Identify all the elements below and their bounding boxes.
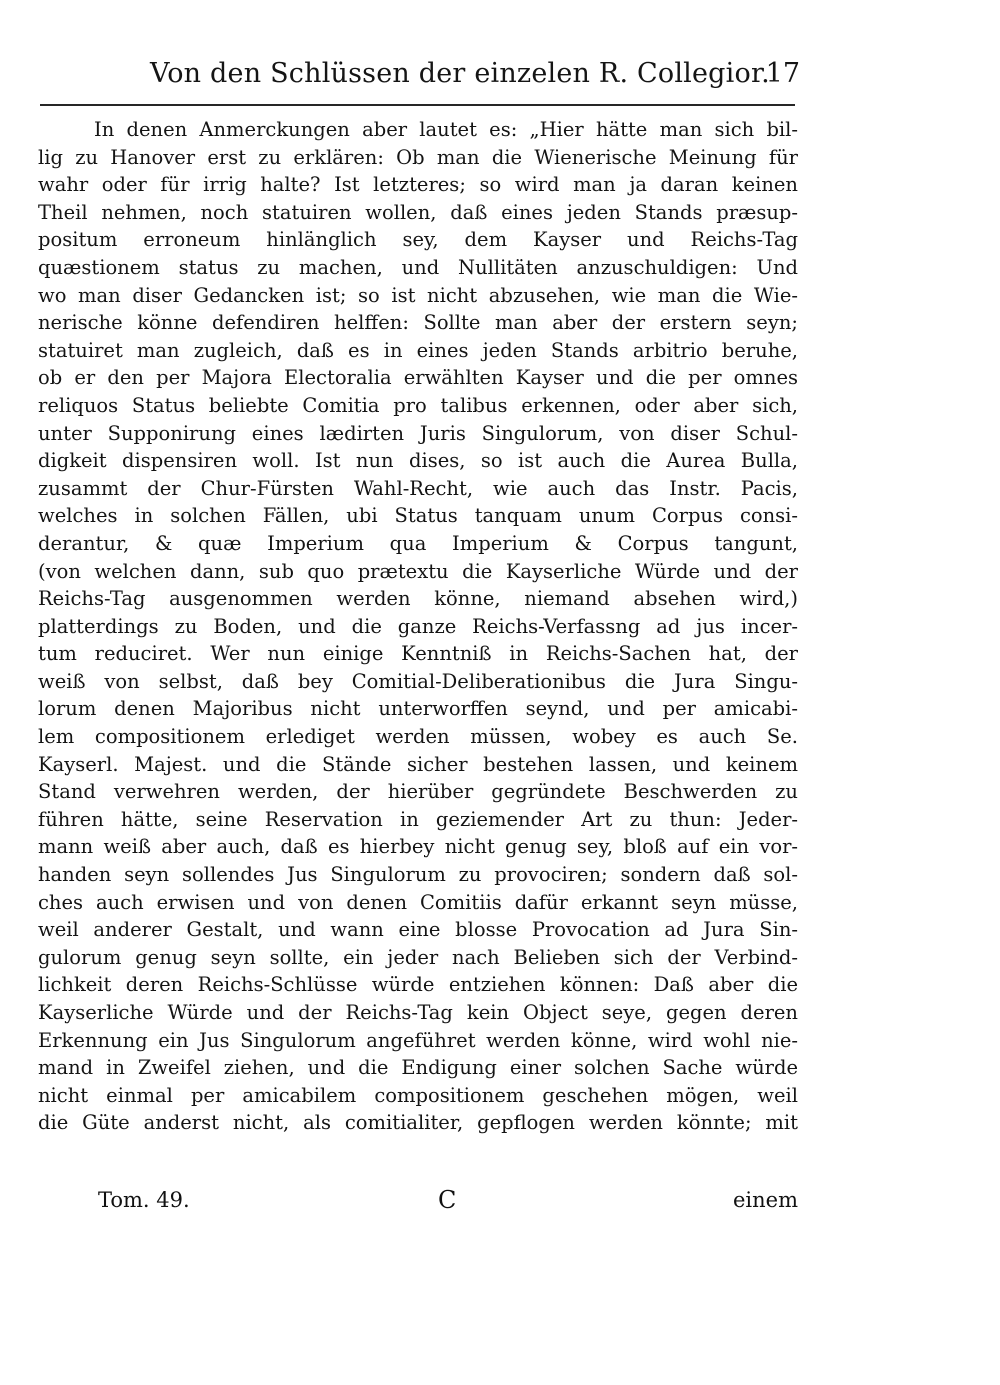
volume-marker: Tom. 49. bbox=[98, 1188, 190, 1212]
text-line: ches auch erwisen und von denen Comitiis dafür erkannt seyn müsse, bbox=[38, 890, 798, 914]
text-line: ob er den per Majora Electoralia erwählten Kayser und die per omnes bbox=[38, 366, 798, 390]
text-line: Erkennung ein Jus Singulorum angeführet werden könne, wird wohl nie- bbox=[38, 1028, 798, 1052]
page-number: 17 bbox=[765, 58, 800, 89]
text-line: digkeit dispensiren woll. Ist nun dises, so ist auch die Aurea Bulla, bbox=[38, 449, 798, 473]
text-line: platterdings zu Boden, und die ganze Reichs-Verfassng ad jus incer- bbox=[38, 614, 798, 638]
text-line: zusammt der Chur-Fürsten Wahl-Recht, wie auch das Instr. Pacis, bbox=[38, 476, 798, 500]
text-line: die Güte anderst nicht, als comitialiter, gepflogen werden könnte; mit bbox=[38, 1111, 798, 1135]
signature-mark: C bbox=[438, 1186, 457, 1214]
text-line: Reichs-Tag ausgenommen werden könne, niemand absehen wird,) bbox=[38, 587, 798, 611]
text-line: In denen Anmerckungen aber lautet es: „Hier hätte man sich bil- bbox=[94, 118, 798, 141]
text-line: Stand verwehren werden, der hierüber gegründete Beschwerden zu bbox=[38, 780, 798, 804]
text-line: mann weiß aber auch, daß es hierbey nicht genug sey, bloß auf ein vor- bbox=[38, 835, 798, 859]
text-line: quæstionem status zu machen, und Nullitäten anzuschuldigen: Und bbox=[38, 255, 798, 279]
text-line: derantur, & quæ Imperium qua Imperium & Corpus tangunt, bbox=[38, 531, 798, 555]
catchword: einem bbox=[732, 1188, 798, 1212]
text-line: weil anderer Gestalt, und wann eine blosse Provocation ad Jura Sin- bbox=[38, 918, 798, 942]
text-line: Theil nehmen, noch statuiren wollen, daß eines jeden Stands præsup- bbox=[38, 200, 798, 224]
page-header bbox=[40, 58, 800, 102]
text-line: welches in solchen Fällen, ubi Status tanquam unum Corpus consi- bbox=[38, 504, 798, 528]
text-line: lem compositionem erlediget werden müssen, wobey es auch Se. bbox=[38, 725, 798, 749]
text-line: lichkeit deren Reichs-Schlüsse würde entziehen können: Daß aber die bbox=[38, 973, 798, 997]
text-line: reliquos Status beliebte Comitia pro talibus erkennen, oder aber sich, bbox=[38, 393, 798, 417]
text-line: tum reduciret. Wer nun einige Kenntniß in Reichs-Sachen hat, der bbox=[38, 642, 798, 666]
text-line: statuiret man zugleich, daß es in eines jeden Stands arbitrio beruhe, bbox=[38, 338, 798, 362]
text-line: unter Supponirung eines lædirten Juris Singulorum, von diser Schul- bbox=[38, 421, 798, 445]
text-line: wo man diser Gedancken ist; so ist nicht abzusehen, wie man die Wie- bbox=[38, 283, 798, 307]
text-line: positum erroneum hinlänglich sey, dem Kayser und Reichs-Tag bbox=[38, 228, 798, 252]
body-text bbox=[38, 116, 798, 1137]
text-line: gulorum genug seyn sollte, ein jeder nach Belieben sich der Verbind- bbox=[38, 945, 798, 969]
text-line: nicht einmal per amicabilem compositionem geschehen mögen, weil bbox=[38, 1083, 798, 1107]
text-line: lorum denen Majoribus nicht unterworffen seynd, und per amicabi- bbox=[38, 697, 798, 721]
header-rule bbox=[40, 104, 795, 106]
text-line: führen hätte, seine Reservation in geziemender Art zu thun: Jeder- bbox=[38, 807, 798, 831]
text-line: Kayserliche Würde und der Reichs-Tag kein Object seye, gegen deren bbox=[38, 1001, 798, 1024]
text-line: lig zu Hanover erst zu erklären: Ob man die Wienerische Meinung für bbox=[38, 145, 798, 169]
running-title: Von den Schlüssen der einzelen R. Collegior. bbox=[150, 58, 770, 89]
text-line: mand in Zweifel ziehen, und die Endigung einer solchen Sache würde bbox=[38, 1056, 798, 1080]
text-line: nerische könne defendiren helffen: Sollte man aber der erstern seyn; bbox=[38, 311, 798, 335]
text-line: wahr oder für irrig halte? Ist letzteres; so wird man ja daran keinen bbox=[38, 173, 798, 197]
page-footer bbox=[98, 1188, 798, 1224]
text-line: (von welchen dann, sub quo prætextu die Kayserliche Würde und der bbox=[38, 559, 798, 583]
text-line: Kayserl. Majest. und die Stände sicher bestehen lassen, und keinem bbox=[38, 752, 798, 776]
text-line: weiß von selbst, daß bey Comitial-Deliberationibus die Jura Singu- bbox=[38, 669, 798, 693]
text-line: handen seyn sollendes Jus Singulorum zu provociren; sondern daß sol- bbox=[38, 863, 798, 887]
